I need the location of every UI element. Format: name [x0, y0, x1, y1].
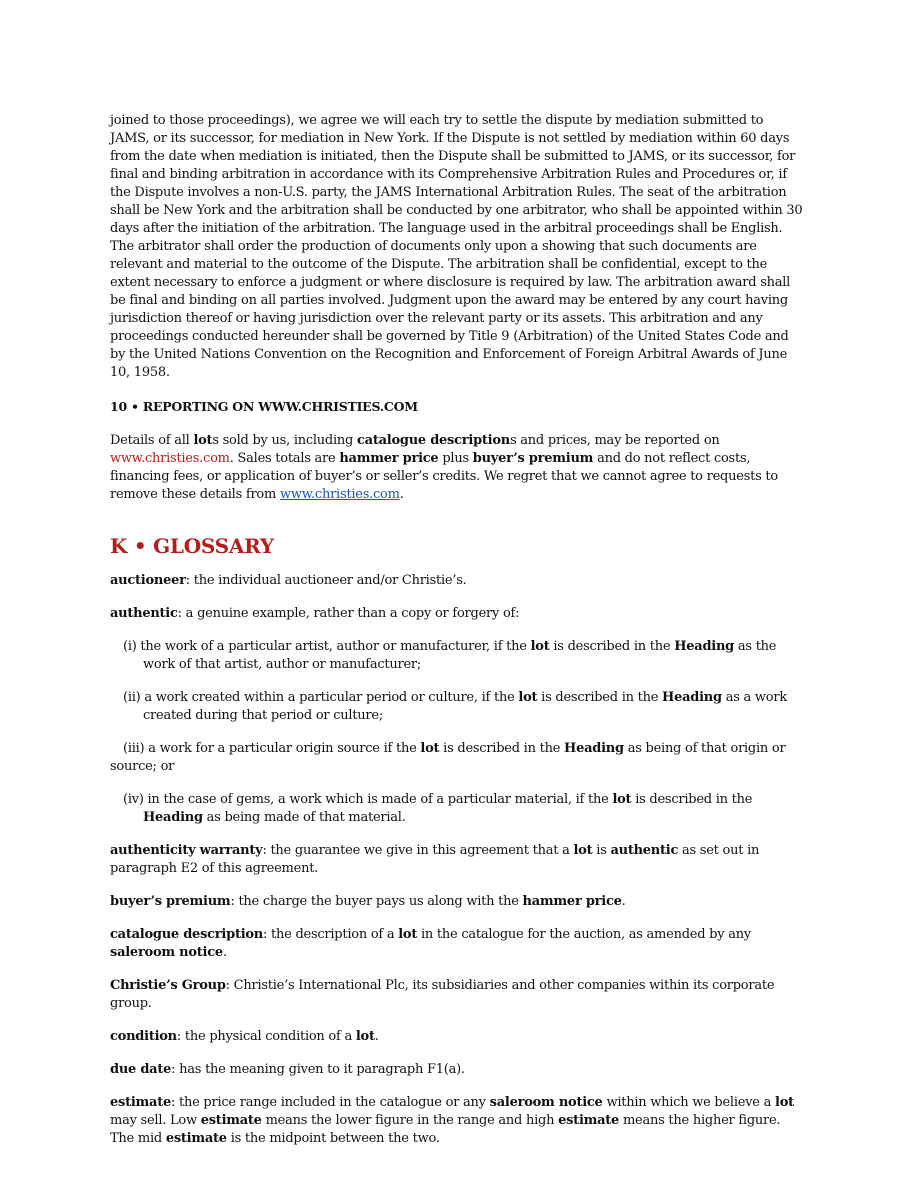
arbitration-paragraph: joined to those proceedings), we agree we will each try to settle the dispute by mediation submitted to JAMS, or its successor, for mediation in New York. If the Dispute is not settled by mediation within 60 days from the date when mediation is initiated, then the Dispute shall be submitted to JAMS, or its successor, for final and binding arbitration in accordance with its Comprehensive Arbitration Rules and Procedures or, if the Dispute involves a non-U.S. party, the JAMS International Arbitration Rules. The seat of the arbitration shall be New York and the arbitration shall be conducted by one arbitrator, who shall be appointed within 30 days after the initiation of the arbitration. The language used in the arbitral proceedings shall be English. The arbitrator shall order the production of documents only upon a showing that such documents are relevant and material to the outcome of the Dispute. The arbitration shall be confidential, except to the extent necessary to enforce a judgment or where disclosure is required by law. The arbitration award shall be final and binding on all parties involved. Judgment upon the award may be entered by any court having jurisdiction thereof or having jurisdiction over the relevant party or its assets. This arbitration and any proceedings conducted hereunder shall be governed by Title 9 (Arbitration) of the United States Code and by the United Nations Convention on the Recognition and Enforcement of Foreign Arbitral Awards of June 10, 1958. [110, 113, 803, 380]
glossary-entry-authentic: authentic: a genuine example, rather than a copy or forgery of: [110, 606, 520, 621]
catalogue-description-term: catalogue description [356, 433, 510, 448]
authentic-subitem-ii: (ii) a work created within a particular period or culture, if the lot is described in the Heading as a work created during that period or culture; [123, 690, 787, 723]
christies-hyperlink[interactable]: www.christies.com [279, 487, 400, 502]
glossary-heading: K • GLOSSARY [110, 534, 274, 558]
document-content [110, 112, 804, 1163]
glossary-entry-condition: condition: the physical condition of a lot. [110, 1029, 379, 1044]
glossary-entry-auctioneer: auctioneer: the individual auctioneer and/or Christie’s. [110, 573, 467, 588]
authentic-subitem-iii: (iii) a work for a particular origin source if the lot is described in the Heading as being of that origin or source; or [110, 741, 786, 774]
section-10-heading: 10 • REPORTING ON WWW.CHRISTIES.COM [110, 399, 418, 414]
lots-term: lot [193, 433, 213, 448]
reporting-paragraph: Details of all lots sold by us, including catalogue descriptions and prices, may be reported on www.christies.com. Sales totals are hammer price plus buyer’s premium and do not reflect costs, financing fees, or application of buyer’s or seller’s credits. We regret that we cannot agree to requests to remove these details from www.christies.com. [110, 433, 778, 502]
glossary-entry-christies-group: Christie’s Group: Christie’s International Plc, its subsidiaries and other companies within its corporate group. [110, 978, 775, 1011]
glossary-entry-buyers-premium: buyer’s premium: the charge the buyer pays us along with the hammer price. [110, 894, 626, 909]
hammer-price-term: hammer price [339, 451, 439, 466]
glossary-entry-due-date: due date: has the meaning given to it paragraph F1(a). [110, 1062, 465, 1077]
christies-red-link[interactable]: www.christies.com [110, 451, 230, 466]
glossary-entry-catalogue-description: catalogue description: the description of a lot in the catalogue for the auction, as amended by any saleroom notice. [110, 927, 751, 960]
authentic-subitem-i: (i) the work of a particular artist, author or manufacturer, if the lot is described in the Heading as the work of that artist, author or manufacturer; [123, 639, 777, 672]
glossary-entry-estimate: estimate: the price range included in the catalogue or any saleroom notice within which we believe a lot may sell. Low estimate means the lower figure in the range and high estimate means the higher figure. The mid estimate is the midpoint between the two. [110, 1095, 794, 1146]
buyers-premium-term: buyer’s premium [472, 451, 594, 466]
glossary-entry-authenticity-warranty: authenticity warranty: the guarantee we give in this agreement that a lot is authentic as set out in paragraph E2 of this agreement. [110, 843, 760, 876]
authentic-subitem-iv: (iv) in the case of gems, a work which is made of a particular material, if the lot is described in the Heading as being made of that material. [123, 792, 753, 825]
